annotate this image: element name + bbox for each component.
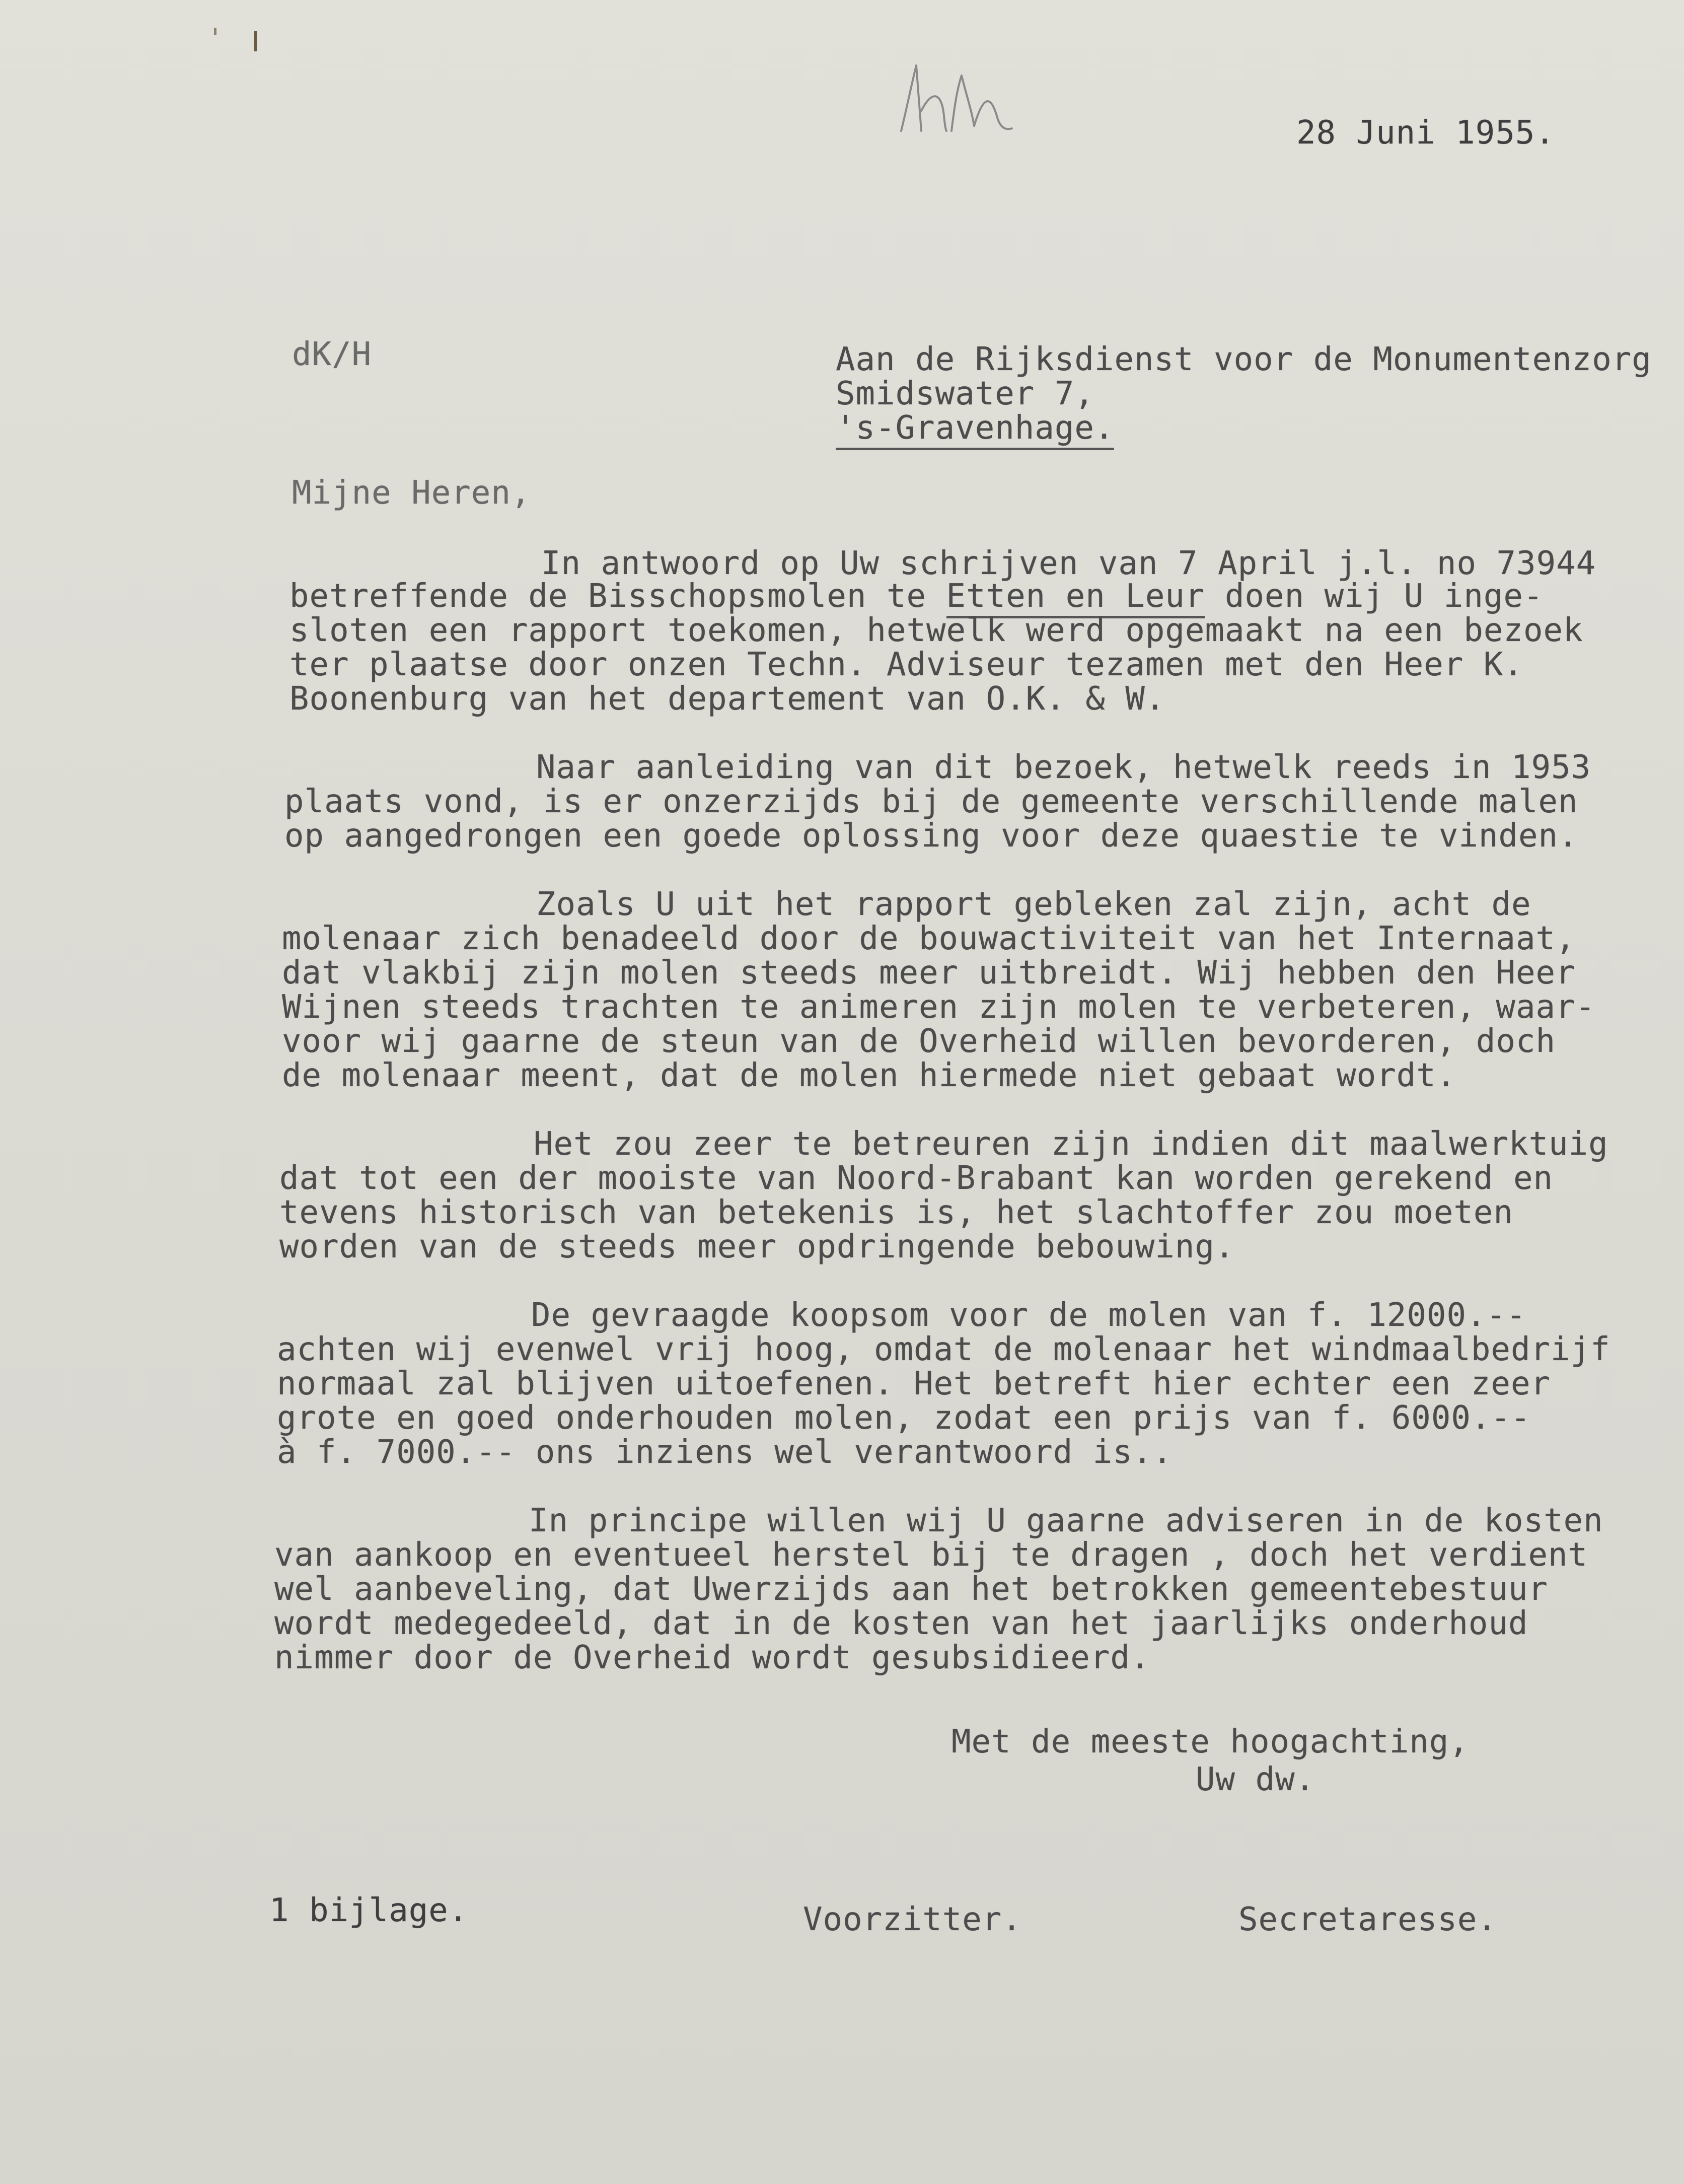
paragraph-5-line-2: achten wij evenwel vrij hoog, omdat de molenaar het windmaalbedrijf <box>277 1331 1610 1368</box>
staple-mark <box>254 31 257 51</box>
paragraph-1-line-2 <box>289 579 1543 613</box>
paragraph-2-line-1: Naar aanleiding van dit bezoek, hetwelk reeds in 1953 <box>536 749 1591 786</box>
paragraph-5-line-4: grote en goed onderhouden molen, zodat een prijs van f. 6000.-- <box>277 1399 1531 1437</box>
signatory-secretary: Secretaresse. <box>1238 1901 1497 1938</box>
addressee-city: 's-Gravenhage. <box>836 409 1114 450</box>
letter-date: 28 Juni 1955. <box>1296 114 1555 152</box>
paragraph-5-line-3: normaal zal blijven uitoefenen. Het betreft hier echter een zeer <box>277 1365 1551 1402</box>
text-run: betreffende de Bisschopsmolen te <box>289 578 946 615</box>
handwritten-initials <box>896 55 1017 141</box>
paragraph-1-line-5: Boonenburg van het departement van O.K. & W. <box>289 680 1165 718</box>
enclosure-note: 1 bijlage. <box>269 1892 469 1929</box>
paragraph-3-line-2: molenaar zich benadeeld door de bouwactiviteit van het Internaat, <box>282 920 1576 957</box>
paragraph-6-line-1: In principe willen wij U gaarne adviseren in de kosten <box>529 1502 1603 1539</box>
paragraph-6-line-3: wel aanbeveling, dat Uwerzijds aan het betrokken gemeentebestuur <box>274 1571 1548 1608</box>
staple-mark <box>214 28 216 35</box>
paragraph-4-line-1: Het zou zeer te betreuren zijn indien dit maalwerktuig <box>534 1125 1608 1163</box>
place-name-underlined: Etten en Leur <box>946 578 1205 618</box>
addressee-line-1: Aan de Rijksdienst voor de Monumentenzorg <box>836 341 1652 378</box>
paragraph-4-line-2: dat tot een der mooiste van Noord-Brabant kan worden gerekend en <box>279 1160 1553 1197</box>
paragraph-4-line-4: worden van de steeds meer opdringende bebouwing. <box>279 1228 1235 1265</box>
paragraph-2-line-3: op aangedrongen een goede oplossing voor deze quaestie te vinden. <box>284 817 1578 855</box>
paragraph-2-line-2: plaats vond, is er onzerzijds bij de gemeente verschillende malen <box>284 783 1578 820</box>
paragraph-1-line-1: In antwoord op Uw schrijven van 7 April j.l. no 73944 <box>541 545 1596 582</box>
paragraph-1-line-4: ter plaatse door onzen Techn. Adviseur tezamen met den Heer K. <box>289 646 1523 683</box>
reference-code: dK/H <box>292 336 372 373</box>
paragraph-1-line-3: sloten een rapport toekomen, hetwelk werd opgemaakt na een bezoek <box>289 612 1583 649</box>
paragraph-5-line-1: De gevraagde koopsom voor de molen van f. 12000.-- <box>531 1297 1526 1334</box>
paragraph-3-line-1: Zoals U uit het rapport gebleken zal zijn, acht de <box>536 886 1531 923</box>
paragraph-3-line-6: de molenaar meent, dat de molen hiermede niet gebaat wordt. <box>282 1057 1456 1094</box>
salutation: Mijne Heren, <box>292 474 531 512</box>
closing-line-1: Met de meeste hoogachting, <box>951 1723 1469 1760</box>
addressee-line-2: Smidswater 7, <box>836 375 1094 412</box>
paragraph-5-line-5: à f. 7000.-- ons inziens wel verantwoord is.. <box>277 1434 1173 1471</box>
paragraph-6-line-5: nimmer door de Overheid wordt gesubsidieerd. <box>274 1639 1150 1676</box>
addressee-line-3 <box>836 411 1114 445</box>
paragraph-3-line-4: Wijnen steeds trachten te animeren zijn molen te verbeteren, waar- <box>282 989 1596 1026</box>
paragraph-6-line-2: van aankoop en eventueel herstel bij te dragen , doch het verdient <box>274 1536 1588 1574</box>
paragraph-3-line-5: voor wij gaarne de steun van de Overheid willen bevorderen, doch <box>282 1023 1556 1060</box>
text-run: doen wij U inge- <box>1205 578 1544 615</box>
signatory-chair: Voorzitter. <box>803 1901 1022 1938</box>
paragraph-6-line-4: wordt medegedeeld, dat in de kosten van het jaarlijks onderhoud <box>274 1605 1528 1642</box>
closing-line-2: Uw dw. <box>1196 1761 1315 1798</box>
paragraph-4-line-3: tevens historisch van betekenis is, het slachtoffer zou moeten <box>279 1194 1513 1231</box>
paragraph-3-line-3: dat vlakbij zijn molen steeds meer uitbreidt. Wij hebben den Heer <box>282 954 1576 992</box>
